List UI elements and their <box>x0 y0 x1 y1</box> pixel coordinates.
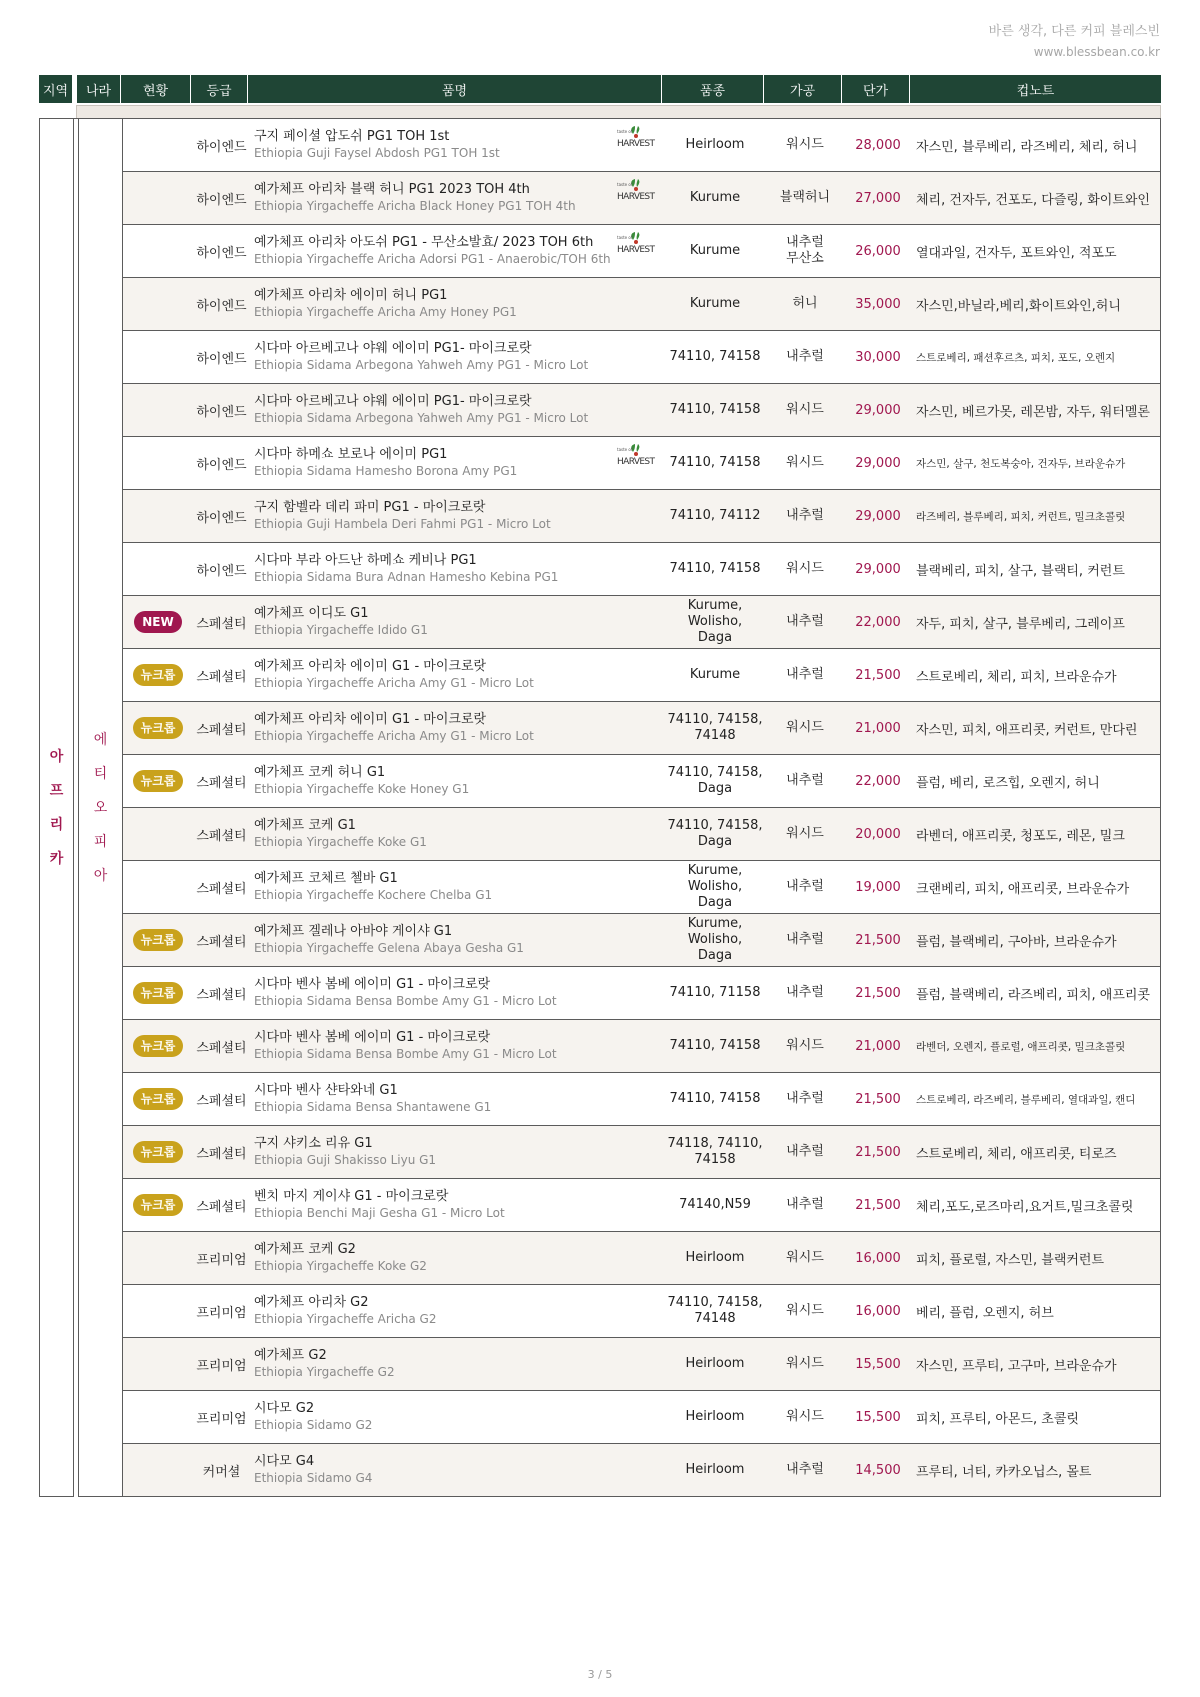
table-row <box>123 278 1160 331</box>
newcrop-badge: 뉴크롭 <box>133 929 184 951</box>
cupnote-cell: 자스민, 살구, 천도복숭아, 건자두, 브라운슈가 <box>916 457 1126 470</box>
process-cell: 워시드 <box>786 137 824 152</box>
product-name-cell <box>250 543 664 595</box>
price-cell: 22,000 <box>855 773 901 789</box>
process-cell: 내추럴 <box>786 667 824 682</box>
product-name-ko: 예가체프 아리차 블랙 허니 PG1 2023 TOH 4th <box>254 182 530 197</box>
cupnote-cell: 블랙베리, 피치, 살구, 블랙티, 커런트 <box>916 563 1125 579</box>
product-name-cell <box>250 225 664 277</box>
grade-cell: 스페셜티 <box>196 934 247 950</box>
process-cell: 워시드 <box>786 1303 824 1318</box>
product-name-en: Ethiopia Yirgacheffe Aricha G2 <box>254 1312 437 1326</box>
table-row <box>123 172 1160 225</box>
variety-cell: Heirloom <box>685 1250 745 1265</box>
status-cell <box>123 1194 193 1216</box>
svg-text:taste of: taste of <box>617 129 633 134</box>
product-name-cell <box>250 1444 664 1496</box>
price-cell: 16,000 <box>855 1303 901 1319</box>
variety-cell: Heirloom <box>685 137 745 152</box>
table-row <box>123 967 1160 1020</box>
cupnote-cell: 스트로베리, 라즈베리, 블루베리, 열대과일, 캔디 <box>916 1093 1136 1106</box>
newcrop-badge: 뉴크롭 <box>133 664 184 686</box>
variety-cell: 74110, 74158 <box>669 1038 761 1053</box>
price-cell: 16,000 <box>855 1250 901 1266</box>
process-cell: 허니 <box>792 296 818 311</box>
cupnote-cell: 체리, 건자두, 건포도, 다즐링, 화이트와인 <box>916 192 1150 208</box>
taste-of-harvest-logo <box>616 125 656 149</box>
process-cell: 내추럴 무산소 <box>786 235 824 266</box>
variety-cell: 74110, 74112 <box>669 508 761 523</box>
newcrop-badge: 뉴크롭 <box>133 982 184 1004</box>
process-cell: 내추럴 <box>786 932 824 947</box>
region-cell <box>39 119 74 1497</box>
status-cell <box>123 664 193 686</box>
header-status: 현황 <box>120 75 190 103</box>
product-name-cell <box>250 1232 664 1284</box>
cupnote-cell: 자스민, 피치, 애프리콧, 커런트, 만다린 <box>916 722 1138 738</box>
page-number: 3 / 5 <box>587 1668 613 1681</box>
price-cell: 14,500 <box>855 1462 901 1478</box>
process-cell: 내추럴 <box>786 1144 824 1159</box>
process-cell: 워시드 <box>786 402 824 417</box>
grade-cell: 스페셜티 <box>196 1146 247 1162</box>
header-grade: 등급 <box>190 75 247 103</box>
svg-text:taste of: taste of <box>617 235 633 240</box>
product-name-ko: 예가체프 코케 G1 <box>254 818 356 833</box>
table-row <box>123 702 1160 755</box>
process-cell: 내추럴 <box>786 349 824 364</box>
process-cell: 블랙허니 <box>779 190 831 205</box>
table-row <box>123 1444 1160 1497</box>
cupnote-cell: 프루티, 너티, 카카오닙스, 몰트 <box>916 1464 1092 1480</box>
cupnote-cell: 스트로베리, 체리, 애프리콧, 티로즈 <box>916 1146 1117 1162</box>
cupnote-cell: 베리, 플럼, 오렌지, 허브 <box>916 1305 1054 1321</box>
product-name-cell <box>250 1020 664 1072</box>
product-name-cell <box>250 1179 664 1231</box>
header-region: 지역 <box>42 83 69 99</box>
price-cell: 35,000 <box>855 296 901 312</box>
grade-cell: 스페셜티 <box>196 828 247 844</box>
product-name-cell <box>250 384 664 436</box>
price-cell: 29,000 <box>855 402 901 418</box>
header-price: 단가 <box>841 75 909 103</box>
cupnote-cell: 스트로베리, 패션후르츠, 피치, 포도, 오렌지 <box>916 351 1116 364</box>
product-name-cell <box>250 702 664 754</box>
variety-cell: 74140,N59 <box>679 1197 751 1212</box>
product-name-en: Ethiopia Sidama Bensa Shantawene G1 <box>254 1100 492 1114</box>
product-name-cell <box>250 808 664 860</box>
price-cell: 30,000 <box>855 349 901 365</box>
country-char: 오 <box>93 799 108 816</box>
table-row <box>123 861 1160 914</box>
product-name-en: Ethiopia Yirgacheffe Koke Honey G1 <box>254 782 470 796</box>
product-name-ko: 예가체프 G2 <box>254 1348 327 1363</box>
brand-block <box>989 22 1160 62</box>
variety-cell: Kurume <box>689 296 741 311</box>
grade-cell: 하이엔드 <box>196 563 247 579</box>
price-cell: 15,500 <box>855 1409 901 1425</box>
cupnote-cell: 자스민,바닐라,베리,화이트와인,허니 <box>916 298 1121 314</box>
table-row <box>123 1020 1160 1073</box>
process-cell: 워시드 <box>786 455 824 470</box>
grade-cell: 프리미엄 <box>196 1411 247 1427</box>
product-name-ko: 구지 샤키소 리유 G1 <box>254 1136 373 1151</box>
header-name: 품명 <box>247 75 661 103</box>
price-table <box>39 75 1161 1497</box>
region-char: 리 <box>49 816 64 833</box>
taste-of-harvest-logo <box>616 231 656 255</box>
product-name-en: Ethiopia Yirgacheffe Koke G1 <box>254 835 427 849</box>
status-cell <box>123 1141 193 1163</box>
price-cell: 21,500 <box>855 932 901 948</box>
grade-cell: 하이엔드 <box>196 192 247 208</box>
region-char: 카 <box>49 850 64 867</box>
product-name-cell <box>250 914 664 966</box>
price-cell: 19,000 <box>855 879 901 895</box>
table-row <box>123 225 1160 278</box>
variety-cell: 74110, 74158, 74148 <box>667 712 763 743</box>
grade-cell: 스페셜티 <box>196 722 247 738</box>
status-cell <box>123 1035 193 1057</box>
table-row <box>123 649 1160 702</box>
header-cupnote: 컵노트 <box>909 75 1161 103</box>
product-name-cell <box>250 755 664 807</box>
cupnote-cell: 자스민, 블루베리, 라즈베리, 체리, 허니 <box>916 139 1138 155</box>
process-cell: 워시드 <box>786 1409 824 1424</box>
table-row <box>123 914 1160 967</box>
newcrop-badge: 뉴크롭 <box>133 770 184 792</box>
product-name-cell <box>250 1126 664 1178</box>
region-char: 프 <box>49 782 64 799</box>
grade-cell: 커머셜 <box>202 1464 241 1480</box>
product-name-cell <box>250 596 664 648</box>
price-cell: 21,000 <box>855 1038 901 1054</box>
table-row <box>123 384 1160 437</box>
product-name-ko: 시다마 벤사 봄베 에이미 G1 - 마이크로랏 <box>254 977 491 992</box>
status-cell <box>123 929 193 951</box>
variety-cell: 74118, 74110, 74158 <box>667 1136 763 1167</box>
cupnote-cell: 자스민, 베르가못, 레몬밤, 자두, 워터멜론 <box>916 404 1150 420</box>
process-cell: 내추럴 <box>786 508 824 523</box>
product-name-en: Ethiopia Sidama Arbegona Yahweh Amy PG1 - Micro Lot <box>254 358 589 372</box>
price-cell: 21,000 <box>855 720 901 736</box>
process-cell: 워시드 <box>786 826 824 841</box>
variety-cell: 74110, 74158 <box>669 1091 761 1106</box>
price-cell: 22,000 <box>855 614 901 630</box>
table-row <box>123 1232 1160 1285</box>
product-name-en: Ethiopia Sidama Bura Adnan Hamesho Kebina PG1 <box>254 570 559 584</box>
product-name-ko: 예가체프 아리차 아도쉬 PG1 - 무산소발효/ 2023 TOH 6th <box>254 235 594 250</box>
variety-cell: Kurume <box>689 190 741 205</box>
product-name-en: Ethiopia Yirgacheffe Aricha Adorsi PG1 - Anaerobic/TOH 6th <box>254 252 611 266</box>
newcrop-badge: 뉴크롭 <box>133 1088 184 1110</box>
product-name-ko: 구지 페이셜 압도쉬 PG1 TOH 1st <box>254 129 450 144</box>
grade-cell: 프리미엄 <box>196 1305 247 1321</box>
variety-cell: 74110, 74158, 74148 <box>667 1295 763 1326</box>
svg-text:HARVEST: HARVEST <box>617 245 655 255</box>
status-cell <box>123 982 193 1004</box>
product-name-en: Ethiopia Benchi Maji Gesha G1 - Micro Lot <box>254 1206 505 1220</box>
product-name-en: Ethiopia Sidama Hamesho Borona Amy PG1 <box>254 464 518 478</box>
grade-cell: 스페셜티 <box>196 775 247 791</box>
country-char: 피 <box>93 833 108 850</box>
product-name-cell <box>250 1285 664 1337</box>
product-name-en: Ethiopia Sidamo G2 <box>254 1418 373 1432</box>
process-cell: 워시드 <box>786 720 824 735</box>
grade-cell: 스페셜티 <box>196 1199 247 1215</box>
product-name-cell <box>250 1073 664 1125</box>
grade-cell: 스페셜티 <box>196 1040 247 1056</box>
process-cell: 내추럴 <box>786 1197 824 1212</box>
grade-cell: 하이엔드 <box>196 351 247 367</box>
price-cell: 20,000 <box>855 826 901 842</box>
price-cell: 29,000 <box>855 561 901 577</box>
price-cell: 21,500 <box>855 1091 901 1107</box>
product-name-cell <box>250 649 664 701</box>
process-cell: 워시드 <box>786 1356 824 1371</box>
variety-cell: 74110, 71158 <box>669 985 761 1000</box>
grade-cell: 하이엔드 <box>196 457 247 473</box>
product-name-ko: 시다마 하메쇼 보로나 에이미 PG1 <box>254 447 448 462</box>
product-name-cell <box>250 490 664 542</box>
table-row <box>123 596 1160 649</box>
process-cell: 내추럴 <box>786 1462 824 1477</box>
product-name-cell <box>250 1338 664 1390</box>
new-badge: NEW <box>134 611 181 633</box>
cupnote-cell: 피치, 프루티, 아몬드, 초콜릿 <box>916 1411 1079 1427</box>
price-cell: 26,000 <box>855 243 901 259</box>
price-cell: 21,500 <box>855 985 901 1001</box>
product-name-en: Ethiopia Yirgacheffe G2 <box>254 1365 395 1379</box>
product-name-ko: 시다마 부라 아드난 하메쇼 케비나 PG1 <box>254 553 477 568</box>
product-name-en: Ethiopia Yirgacheffe Aricha Black Honey PG1 TOH 4th <box>254 199 576 213</box>
product-name-cell <box>250 278 664 330</box>
product-name-ko: 시다마 벤사 샨타와네 G1 <box>254 1083 398 1098</box>
product-name-ko: 예가체프 아리차 에이미 허니 PG1 <box>254 288 448 303</box>
country-char: 에 <box>93 731 108 748</box>
cupnote-cell: 라즈베리, 블루베리, 피치, 커런트, 밀크초콜릿 <box>916 510 1126 523</box>
product-name-ko: 벤치 마지 게이샤 G1 - 마이크로랏 <box>254 1189 449 1204</box>
brand-tagline: 바른 생각, 다른 커피 블레스빈 <box>988 24 1160 39</box>
table-row <box>123 543 1160 596</box>
taste-of-harvest-logo <box>616 178 656 202</box>
grade-cell: 스페셜티 <box>196 987 247 1003</box>
product-name-ko: 시다모 G4 <box>254 1454 315 1469</box>
table-row <box>123 808 1160 861</box>
region-char: 아 <box>49 748 64 765</box>
variety-cell: 74110, 74158 <box>669 402 761 417</box>
grade-cell: 하이엔드 <box>196 298 247 314</box>
process-cell: 내추럴 <box>786 879 824 894</box>
cupnote-cell: 체리,포도,로즈마리,요거트,밀크초콜릿 <box>916 1199 1134 1215</box>
grade-cell: 프리미엄 <box>196 1252 247 1268</box>
cupnote-cell: 플럼, 베리, 로즈힙, 오렌지, 허니 <box>916 775 1100 791</box>
product-name-en: Ethiopia Guji Hambela Deri Fahmi PG1 - Micro Lot <box>254 517 551 531</box>
grade-cell: 하이엔드 <box>196 404 247 420</box>
newcrop-badge: 뉴크롭 <box>133 1035 184 1057</box>
product-name-en: Ethiopia Guji Shakisso Liyu G1 <box>254 1153 437 1167</box>
price-cell: 21,500 <box>855 667 901 683</box>
status-cell <box>123 770 193 792</box>
price-cell: 27,000 <box>855 190 901 206</box>
variety-cell: Kurume <box>689 667 741 682</box>
price-cell: 21,500 <box>855 1197 901 1213</box>
product-name-en: Ethiopia Yirgacheffe Aricha Amy Honey PG1 <box>254 305 517 319</box>
table-row <box>123 331 1160 384</box>
variety-cell: Kurume, Wolisho, Daga <box>687 863 743 910</box>
cupnote-cell: 플럼, 블랙베리, 구아바, 브라운슈가 <box>916 934 1117 950</box>
variety-cell: 74110, 74158, Daga <box>667 765 763 796</box>
product-name-cell <box>250 861 664 913</box>
grade-cell: 스페셜티 <box>196 881 247 897</box>
product-name-en: Ethiopia Sidamo G4 <box>254 1471 373 1485</box>
process-cell: 워시드 <box>786 561 824 576</box>
svg-text:taste of: taste of <box>617 447 633 452</box>
product-name-ko: 예가체프 코체르 첼바 G1 <box>254 871 398 886</box>
product-name-en: Ethiopia Sidama Bensa Bombe Amy G1 - Micro Lot <box>254 994 557 1008</box>
cupnote-cell: 크랜베리, 피치, 애프리콧, 브라운슈가 <box>916 881 1130 897</box>
process-cell: 내추럴 <box>786 1091 824 1106</box>
product-name-ko: 예가체프 아리차 G2 <box>254 1295 369 1310</box>
product-name-en: Ethiopia Yirgacheffe Koke G2 <box>254 1259 427 1273</box>
product-name-ko: 예가체프 아리차 에이미 G1 - 마이크로랏 <box>254 712 487 727</box>
grade-cell: 프리미엄 <box>196 1358 247 1374</box>
variety-cell: Kurume <box>689 243 741 258</box>
product-name-en: Ethiopia Yirgacheffe Aricha Amy G1 - Micro Lot <box>254 729 534 743</box>
table-row <box>123 119 1160 172</box>
product-name-en: Ethiopia Yirgacheffe Gelena Abaya Gesha G1 <box>254 941 524 955</box>
grade-cell: 하이엔드 <box>196 245 247 261</box>
svg-text:HARVEST: HARVEST <box>617 192 655 202</box>
svg-text:HARVEST: HARVEST <box>617 457 655 467</box>
variety-cell: Kurume, Wolisho, Daga <box>687 598 743 645</box>
region-label <box>50 740 64 876</box>
product-name-ko: 예가체프 코케 G2 <box>254 1242 356 1257</box>
price-cell: 28,000 <box>855 137 901 153</box>
product-name-en: Ethiopia Yirgacheffe Aricha Amy G1 - Micro Lot <box>254 676 534 690</box>
variety-cell: Heirloom <box>685 1356 745 1371</box>
product-name-ko: 구지 함벨라 데리 파미 PG1 - 마이크로랏 <box>254 500 486 515</box>
cupnote-cell: 라벤더, 오렌지, 플로럴, 애프리콧, 밀크초콜릿 <box>916 1040 1126 1053</box>
country-label <box>94 723 108 893</box>
status-cell <box>123 1088 193 1110</box>
grade-cell: 하이엔드 <box>196 139 247 155</box>
table-row <box>123 1391 1160 1444</box>
table-row <box>123 1126 1160 1179</box>
process-cell: 워시드 <box>786 1250 824 1265</box>
country-char: 티 <box>93 765 108 782</box>
product-name-ko: 예가체프 이디도 G1 <box>254 606 369 621</box>
table-row <box>123 1073 1160 1126</box>
variety-cell: 74110, 74158 <box>669 349 761 364</box>
variety-cell: Heirloom <box>685 1462 745 1477</box>
cupnote-cell: 라벤더, 애프리콧, 청포도, 레몬, 밀크 <box>916 828 1125 844</box>
process-cell: 내추럴 <box>786 614 824 629</box>
country-char: 아 <box>93 867 108 884</box>
cupnote-cell: 자스민, 프루티, 고구마, 브라운슈가 <box>916 1358 1117 1374</box>
svg-text:taste of: taste of <box>617 182 633 187</box>
variety-cell: Kurume, Wolisho, Daga <box>687 916 743 963</box>
grade-cell: 스페셜티 <box>196 669 247 685</box>
variety-cell: 74110, 74158, Daga <box>667 818 763 849</box>
cupnote-cell: 플럼, 블랙베리, 라즈베리, 피치, 애프리콧 <box>916 987 1150 1003</box>
table-row <box>123 490 1160 543</box>
variety-cell: 74110, 74158 <box>669 455 761 470</box>
header-subband <box>76 105 1161 118</box>
cupnote-cell: 스트로베리, 체리, 피치, 브라운슈가 <box>916 669 1117 685</box>
product-name-cell <box>250 331 664 383</box>
status-cell <box>123 611 193 633</box>
table-header <box>39 75 1161 103</box>
header-variety: 품종 <box>661 75 763 103</box>
brand-url: www.blessbean.co.kr <box>1033 45 1160 59</box>
product-name-ko: 시다마 벤사 봄베 에이미 G1 - 마이크로랏 <box>254 1030 491 1045</box>
newcrop-badge: 뉴크롭 <box>133 717 184 739</box>
table-row <box>123 755 1160 808</box>
variety-cell: Heirloom <box>685 1409 745 1424</box>
price-cell: 15,500 <box>855 1356 901 1372</box>
product-name-en: Ethiopia Sidama Arbegona Yahweh Amy PG1 - Micro Lot <box>254 411 589 425</box>
product-name-cell <box>250 119 664 171</box>
newcrop-badge: 뉴크롭 <box>133 1194 184 1216</box>
price-cell: 29,000 <box>855 508 901 524</box>
grade-cell: 스페셜티 <box>196 1093 247 1109</box>
table-row <box>123 437 1160 490</box>
product-name-cell <box>250 1391 664 1443</box>
newcrop-badge: 뉴크롭 <box>133 1141 184 1163</box>
process-cell: 워시드 <box>786 1038 824 1053</box>
table-row <box>123 1179 1160 1232</box>
product-name-en: Ethiopia Guji Faysel Abdosh PG1 TOH 1st <box>254 146 500 160</box>
variety-cell: 74110, 74158 <box>669 561 761 576</box>
product-name-ko: 시다마 아르베고나 야웨 에이미 PG1- 마이크로랏 <box>254 394 532 409</box>
grade-cell: 스페셜티 <box>196 616 247 632</box>
product-name-ko: 시다모 G2 <box>254 1401 315 1416</box>
table-body <box>39 118 1161 1497</box>
cupnote-cell: 피치, 플로럴, 자스민, 블랙커런트 <box>916 1252 1105 1268</box>
product-name-en: Ethiopia Yirgacheffe Idido G1 <box>254 623 428 637</box>
product-name-ko: 예가체프 코케 허니 G1 <box>254 765 386 780</box>
country-cell <box>78 119 123 1497</box>
product-name-cell <box>250 437 664 489</box>
product-name-ko: 예가체프 겔레나 아바야 게이샤 G1 <box>254 924 453 939</box>
product-name-ko: 예가체프 아리차 에이미 G1 - 마이크로랏 <box>254 659 487 674</box>
header-country: 나라 <box>76 75 120 103</box>
cupnote-cell: 자두, 피치, 살구, 블루베리, 그레이프 <box>916 616 1125 632</box>
cupnote-cell: 열대과일, 건자두, 포트와인, 적포도 <box>916 245 1117 261</box>
svg-text:HARVEST: HARVEST <box>617 139 655 149</box>
product-name-cell <box>250 967 664 1019</box>
product-name-cell <box>250 172 664 224</box>
status-cell <box>123 717 193 739</box>
taste-of-harvest-logo <box>616 443 656 467</box>
product-name-en: Ethiopia Yirgacheffe Kochere Chelba G1 <box>254 888 493 902</box>
table-rows <box>123 119 1161 1497</box>
table-row <box>123 1285 1160 1338</box>
grade-cell: 하이엔드 <box>196 510 247 526</box>
process-cell: 내추럴 <box>786 773 824 788</box>
process-cell: 내추럴 <box>786 985 824 1000</box>
table-row <box>123 1338 1160 1391</box>
price-cell: 29,000 <box>855 455 901 471</box>
product-name-en: Ethiopia Sidama Bensa Bombe Amy G1 - Micro Lot <box>254 1047 557 1061</box>
price-cell: 21,500 <box>855 1144 901 1160</box>
product-name-ko: 시다마 아르베고나 야웨 에이미 PG1- 마이크로랏 <box>254 341 532 356</box>
header-process: 가공 <box>763 75 841 103</box>
